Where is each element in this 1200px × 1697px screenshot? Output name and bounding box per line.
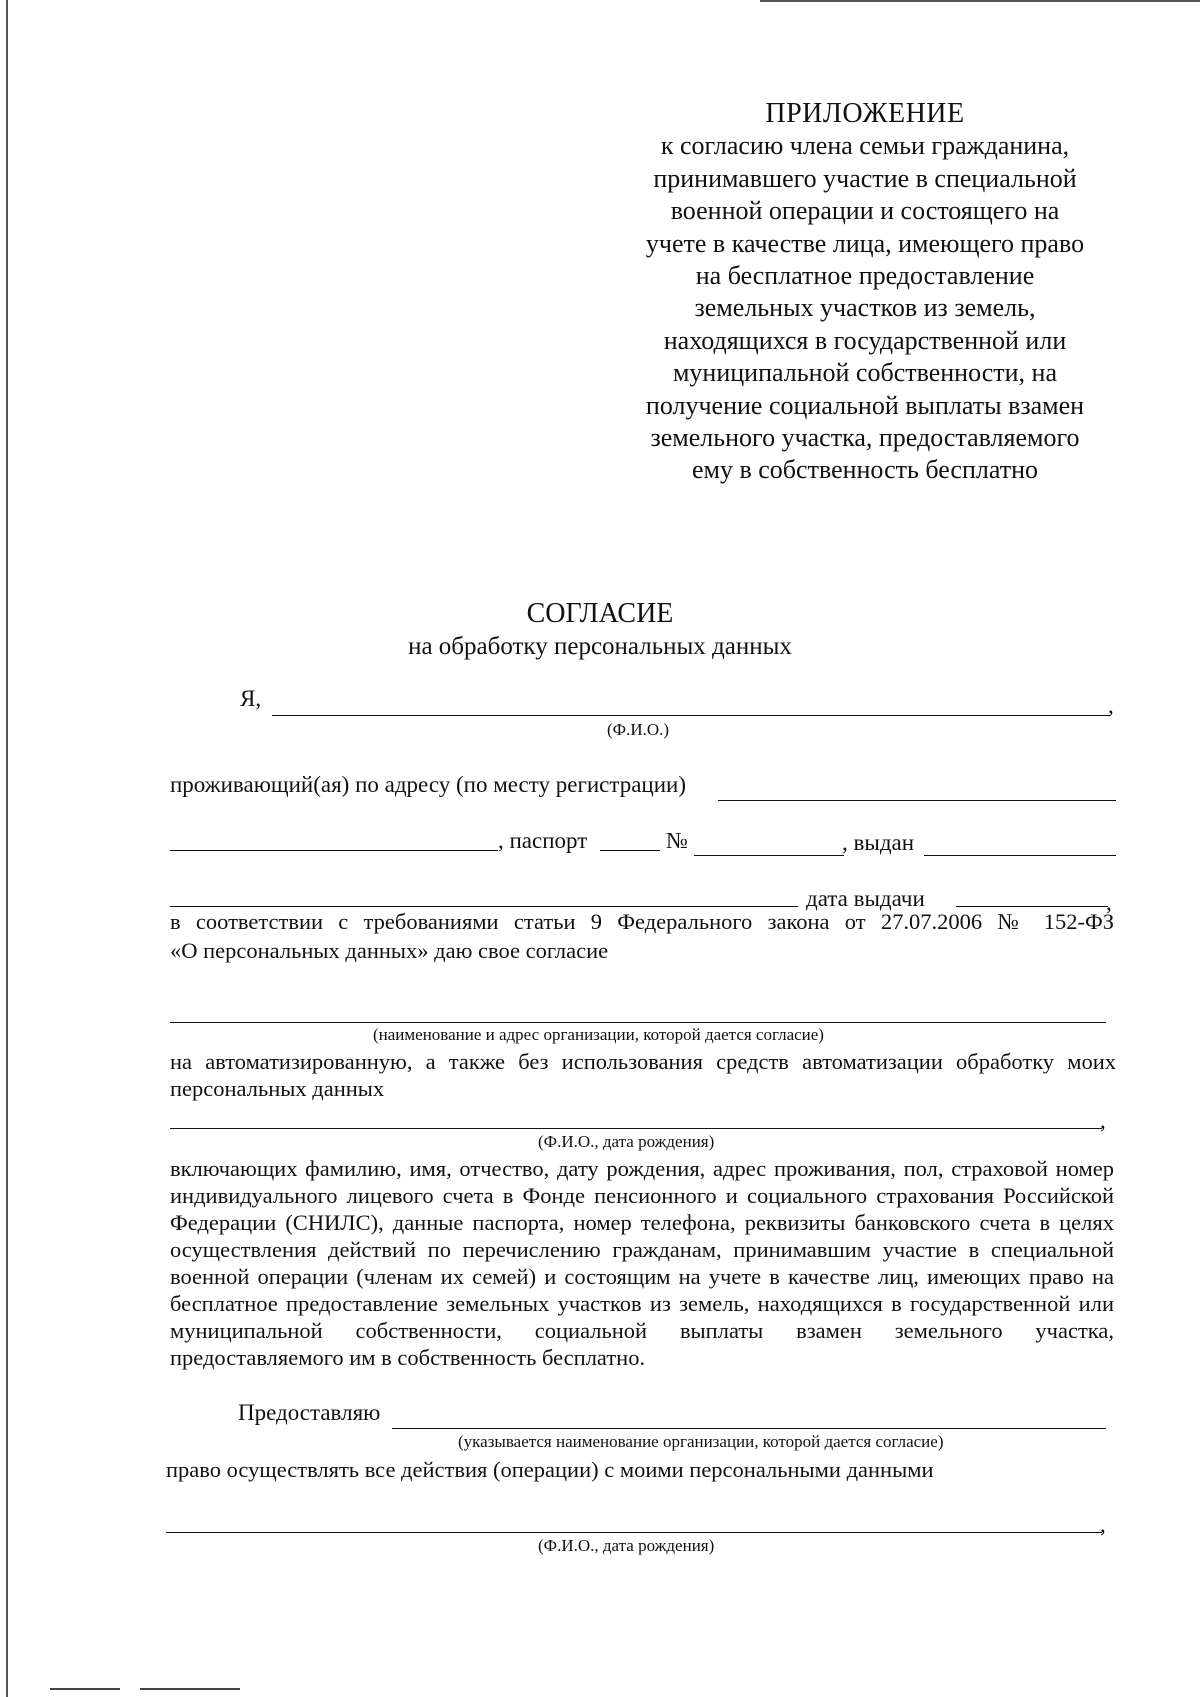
appendix-line: принимавшего участие в специальной <box>653 163 1077 193</box>
appendix-line: получение социальной выплаты взамен <box>645 390 1085 420</box>
appendix-line: военной операции и состоящего на <box>670 196 1060 226</box>
rights-text: право осуществлять все действия (операции) с моими персональными данными <box>166 1457 934 1482</box>
final-fio-dob-field[interactable] <box>166 1532 1102 1533</box>
number-label: № <box>666 828 688 853</box>
fio-caption: (Ф.И.О.) <box>607 720 670 739</box>
provide-caption: (указывается наименование организации, которой дается согласие) <box>458 1432 944 1451</box>
address-label: проживающий(ая) по адресу (по месту регистрации) <box>170 772 687 797</box>
law-reference-line1: в соответствии с требованиями статьи 9 Федерального закона от 27.07.2006 № 152-ФЗ <box>170 909 1114 934</box>
issued-label: , выдан <box>842 830 915 855</box>
passport-label: , паспорт <box>498 828 588 853</box>
appendix-line: учете в качестве лица, имеющего право <box>645 228 1085 258</box>
appendix-block <box>560 98 1170 487</box>
document-subtitle: на обработку персональных данных <box>408 633 792 660</box>
comma: , <box>1100 1512 1106 1537</box>
fio-dob-caption: (Ф.И.О., дата рождения) <box>538 1536 715 1555</box>
passport-series-field[interactable] <box>600 850 660 851</box>
address-field[interactable] <box>718 800 1116 801</box>
law-reference-line2: «О персональных данных» даю свое согласие <box>170 938 609 963</box>
processing-text: на автоматизированную, а также без использования средств автоматизации обработку моих персональных данных <box>170 1049 1116 1101</box>
issue-date-label: дата выдачи <box>806 886 925 911</box>
issued-by-field[interactable] <box>924 855 1116 856</box>
scan-edge <box>6 0 8 1697</box>
fio-field[interactable] <box>272 715 1110 716</box>
personal-data-list: включающих фамилию, имя, отчество, дату рождения, адрес проживания, пол, страховой номер индивидуального лицевого счета в Фонде пенсионного и социального страхования Российской Федерации (СНИЛС), данные паспорта, номер телефона, реквизиты банковского счета в целях осуществления действий по перечислению гражданам, принимавшим участие в специальной военной операции (членам их семей) и состоящим на учете в качестве лиц, имеющих право на бесплатное предоставление земельных участков из земель, находящихся в государственной или муниципальной собственности, социальной выплаты взамен земельного участка, предоставляемого им в собственность бесплатно. <box>170 1156 1114 1370</box>
comma: , <box>1108 693 1114 718</box>
scan-artifact <box>50 1688 120 1690</box>
address-continued-field[interactable] <box>170 850 498 851</box>
passport-number-field[interactable] <box>694 855 844 856</box>
i-label: Я, <box>240 686 262 711</box>
organization-field[interactable] <box>170 1022 1106 1023</box>
organization-caption: (наименование и адрес организации, которой дается согласие) <box>373 1025 824 1044</box>
appendix-line: находящихся в государственной или <box>663 325 1067 355</box>
appendix-line: на бесплатное предоставление <box>695 261 1035 291</box>
comma: , <box>1100 1108 1106 1133</box>
appendix-line: муниципальной собственности, на <box>672 358 1058 388</box>
appendix-heading: ПРИЛОЖЕНИЕ <box>765 98 965 129</box>
appendix-line: земельных участков из земель, <box>694 293 1036 323</box>
issued-by-continued-field[interactable] <box>170 906 798 907</box>
scan-edge <box>760 0 1200 2</box>
fio-dob-caption: (Ф.И.О., дата рождения) <box>538 1132 715 1151</box>
provide-label: Предоставляю <box>238 1400 381 1425</box>
issue-date-field[interactable] <box>956 906 1108 907</box>
appendix-line: земельного участка, предоставляемого <box>650 423 1080 453</box>
document-title: СОГЛАСИЕ <box>526 598 674 629</box>
subject-fio-dob-field[interactable] <box>170 1128 1102 1129</box>
appendix-line: ему в собственность бесплатно <box>692 455 1038 485</box>
appendix-line: к согласию члена семьи гражданина, <box>660 131 1070 161</box>
provide-organization-field[interactable] <box>392 1428 1106 1429</box>
scan-artifact <box>140 1688 240 1690</box>
comma: , <box>1106 890 1112 915</box>
